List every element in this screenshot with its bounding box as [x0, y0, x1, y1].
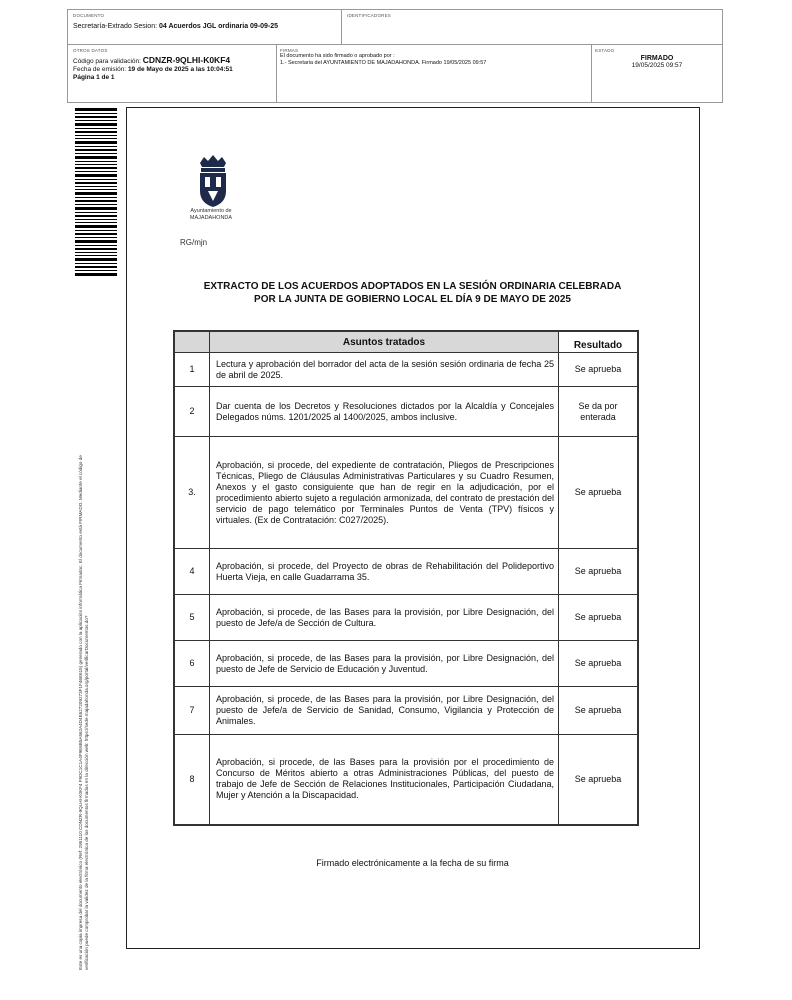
row-resultado: Se aprueba — [559, 353, 639, 387]
row-number: 2 — [174, 387, 210, 437]
identificadores-label: IDENTIFICADORES — [347, 13, 392, 18]
estado-value: FIRMADO — [640, 55, 674, 62]
otros-datos-label: OTROS DATOS — [73, 48, 108, 53]
firma-footer: Firmado electrónicamente a la fecha de su firma — [316, 858, 509, 868]
row-asunto: Aprobación, si procede, del expediente de contratación, Pliegos de Prescripciones Técnicas, Pliego de Cláusulas Administrativas Particulares y su Cuadro Resumen, Anexos y el gasto consiguiente que han de regir en la adjudicación, por el procedimiento abierto sujeto a regulación armonizada, del contrato de prestación del servicio de pago telemático por Terminales Puntos de Venta (TPV) físicos y virtuales. (Ex de Contratación: C027/2025). — [210, 437, 559, 549]
row-asunto: Aprobación, si procede, de las Bases para la provisión, por Libre Designación, del puesto de Jefe/a de Sección de Cultura. — [210, 595, 559, 641]
row-number: 7 — [174, 687, 210, 735]
row-asunto: Aprobación, si procede, de las Bases para la provisión, por Libre Designación, del puesto de Jefe/a de Servicio de Sanidad, Consumo, Vigilancia y Protección de Animales. — [210, 687, 559, 735]
logo-text — [176, 208, 246, 221]
title-line2: POR LA JUNTA DE GOBIERNO LOCAL EL DÍA 9 DE MAYO DE 2025 — [254, 294, 571, 305]
table-body — [174, 353, 638, 825]
fecha-label: Fecha de emisión: — [73, 66, 127, 73]
table-row — [174, 549, 638, 595]
document-header — [67, 9, 723, 103]
row-number: 4 — [174, 549, 210, 595]
table-row — [174, 687, 638, 735]
row-asunto: Lectura y aprobación del borrador del acta de la sesión sesión ordinaria de fecha 25 de abril de 2025. — [210, 353, 559, 387]
documento-value: Secretaría-Extrado Sesion: — [73, 23, 159, 30]
logo-line1: Ayuntamiento de — [190, 208, 232, 214]
codigo-label: Código para validación: — [73, 58, 141, 65]
codigo-value: CDNZR-9QLHI-K0KF4 — [142, 55, 231, 65]
row-asunto: Aprobación, si procede, de las Bases para la provisión, por Libre Designación, del puesto de Jefe de Servicio de Educación y Juventud. — [210, 641, 559, 687]
table-row — [174, 387, 638, 437]
header-resultado: Resultado — [559, 331, 639, 353]
row-number: 8 — [174, 735, 210, 825]
table-row — [174, 353, 638, 387]
row-asunto: Aprobación, si procede, del Proyecto de obras de Rehabilitación del Polideportivo Huerta Vieja, en calle Guadarrama 35. — [210, 549, 559, 595]
row-resultado: Se da por enterada — [559, 387, 639, 437]
estado-date: 19/05/2025 09:57 — [631, 62, 683, 69]
firmas-intro: El documento ha sido firmado o aprobado por : — [280, 53, 395, 59]
row-resultado: Se aprueba — [559, 687, 639, 735]
documento-label: DOCUMENTO — [73, 13, 105, 18]
row-number: 3. — [174, 437, 210, 549]
row-number: 1 — [174, 353, 210, 387]
table-row — [174, 437, 638, 549]
header-num-cell — [174, 331, 210, 353]
row-number: 6 — [174, 641, 210, 687]
side-text-line1: Este es una copia impresa del documento electrónico (Ref: 2951110 CDNZR-9QLHI-K0KF4 F9DC1C1A4F9E6B5A562A4D4E627209273F1F46E615) generado con la aplicación informática Firmadoc. El documento está FIRMADO. Mediante el código de — [78, 455, 83, 970]
otros-datos-cell — [73, 48, 273, 82]
logo-line2: MAJADAHONDA — [189, 214, 233, 221]
row-resultado: Se aprueba — [559, 437, 639, 549]
documento-cell — [73, 13, 338, 32]
table-row — [174, 735, 638, 825]
pagina: Página 1 de 1 — [73, 74, 115, 81]
barcode-icon — [75, 108, 117, 276]
firmas-label: FIRMAS — [280, 48, 299, 53]
row-resultado: Se aprueba — [559, 595, 639, 641]
firmas-cell — [280, 48, 588, 67]
table-row — [174, 641, 638, 687]
row-asunto: Dar cuenta de los Decretos y Resoluciones dictados por la Alcaldía y Concejales Delegados núms. 1201/2025 al 1400/2025, ambos inclusive. — [210, 387, 559, 437]
side-verification-text — [78, 300, 90, 970]
estado-cell — [595, 48, 719, 69]
identificadores-cell — [347, 13, 717, 18]
row-resultado: Se aprueba — [559, 641, 639, 687]
row-asunto: Aprobación, si procede, de las Bases para la provisión por el procedimiento de Concurso de Méritos abierto a otras Administraciones Públicas, del puesto de trabajo de Jefe de Sección de Relaciones Institucionales, Participación Ciudadana, Mujer y Atención a la Discapacidad. — [210, 735, 559, 825]
row-number: 5 — [174, 595, 210, 641]
fecha-value: 19 de Mayo de 2025 a las 10:04:51 — [127, 66, 233, 73]
asuntos-table — [173, 330, 639, 826]
header-asuntos: Asuntos tratados — [210, 331, 559, 353]
documento-value-bold: 04 Acuerdos JGL ordinaria 09-09-25 — [159, 23, 279, 30]
table-row — [174, 595, 638, 641]
title-line1: EXTRACTO DE LOS ACUERDOS ADOPTADOS EN LA SESIÓN ORDINARIA CELEBRADA — [203, 281, 622, 292]
firmas-line: 1.- Secretaria del AYUNTAMIENTO DE MAJADAHONDA. Firmado 19/05/2025 09:57 — [280, 60, 487, 66]
table-header-row — [174, 331, 638, 353]
reference-initials: RG/mjn — [180, 238, 208, 247]
side-text-line2: verificación puede comprobar la validez de la firma electrónica de los documentos firmados en la dirección web: https://sede.majadahonda.org/portal/verificarDocumentos.do? — [84, 615, 89, 970]
row-resultado: Se aprueba — [559, 735, 639, 825]
document-title — [175, 280, 650, 306]
row-resultado: Se aprueba — [559, 549, 639, 595]
estado-label: ESTADO — [595, 48, 615, 53]
